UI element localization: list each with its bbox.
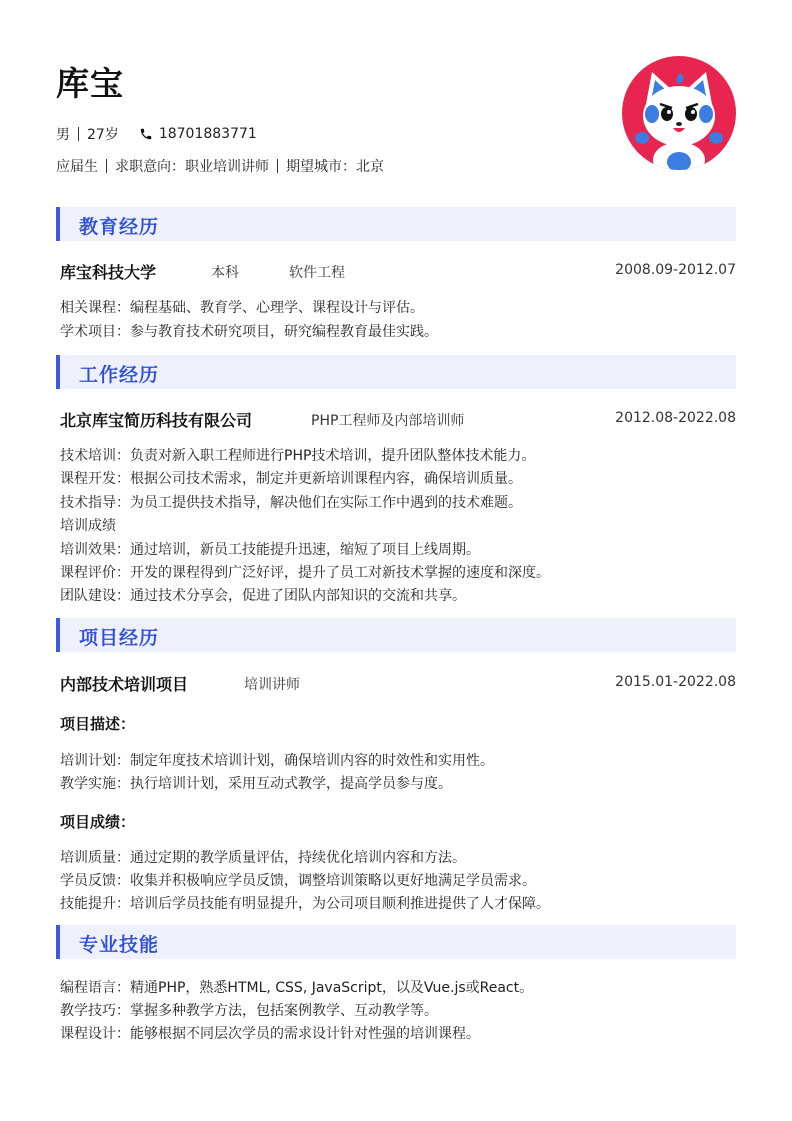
section-education — [56, 207, 736, 241]
project-date: 2015.01-2022.08 — [615, 674, 736, 690]
gender: 男 — [56, 127, 70, 143]
section-title: 教育经历 — [79, 216, 160, 238]
divider — [277, 159, 278, 173]
project-result-line: 学员反馈：收集并积极响应学员反馈，调整培训策略以更好地满足学员需求。 — [60, 873, 536, 889]
work-line: 培训成绩 — [60, 518, 116, 534]
work-line: 技术培训：负责对新入职工程师进行PHP技术培训，提升团队整体技术能力。 — [60, 448, 536, 464]
section-title: 项目经历 — [79, 627, 160, 649]
status: 应届生 — [56, 159, 98, 175]
skill-line: 课程设计：能够根据不同层次学员的需求设计针对性强的培训课程。 — [60, 1026, 480, 1042]
work-line: 培训效果：通过培训，新员工技能提升迅速，缩短了项目上线周期。 — [60, 542, 480, 558]
work-line: 技术指导：为员工提供技术指导，解决他们在实际工作中遇到的技术难题。 — [60, 495, 522, 511]
phone-number: 18701883771 — [158, 126, 257, 142]
section-project — [56, 618, 736, 652]
education-line: 学术项目：参与教育技术研究项目，研究编程教育最佳实践。 — [60, 324, 438, 340]
work-line: 团队建设：通过技术分享会，促进了团队内部知识的交流和共享。 — [60, 588, 466, 604]
company-name: 北京库宝简历科技有限公司 — [60, 411, 253, 430]
degree: 本科 — [211, 265, 239, 281]
phone-icon — [139, 127, 153, 141]
work-line: 课程开发：根据公司技术需求，制定并更新培训课程内容，确保培训质量。 — [60, 471, 522, 487]
section-title: 专业技能 — [79, 934, 160, 956]
expected-city: 期望城市：北京 — [286, 159, 384, 175]
section-title: 工作经历 — [79, 364, 160, 386]
project-description-line: 教学实施：执行培训计划，采用互动式教学，提高学员参与度。 — [60, 776, 452, 792]
candidate-name: 库宝 — [56, 64, 124, 103]
project-results-title: 项目成绩： — [60, 813, 136, 831]
section-skills — [56, 925, 736, 959]
major: 软件工程 — [289, 265, 345, 281]
age: 27岁 — [87, 127, 119, 143]
project-result-line: 技能提升：培训后学员技能有明显提升，为公司项目顺利推进提供了人才保障。 — [60, 896, 550, 912]
project-result-line: 培训质量：通过定期的教学质量评估，持续优化培训内容和方法。 — [60, 850, 466, 866]
skill-line: 编程语言：精通PHP，熟悉HTML, CSS, JavaScript，以及Vue.js或React。 — [60, 980, 534, 996]
section-work — [56, 355, 736, 389]
divider — [78, 127, 79, 141]
project-description-line: 培训计划：制定年度技术培训计划，确保培训内容的时效性和实用性。 — [60, 753, 494, 769]
education-date: 2008.09-2012.07 — [615, 262, 736, 278]
project-name: 内部技术培训项目 — [60, 675, 189, 694]
job-role: PHP工程师及内部培训师 — [311, 413, 465, 429]
project-description-title: 项目描述： — [60, 715, 136, 733]
job-intent: 求职意向：职业培训讲师 — [115, 159, 269, 175]
project-role: 培训讲师 — [244, 677, 300, 693]
school-name: 库宝科技大学 — [60, 263, 157, 282]
mascot-avatar — [622, 56, 736, 170]
job-intent-row — [56, 156, 384, 176]
skill-line: 教学技巧：掌握多种教学方法，包括案例教学、互动教学等。 — [60, 1003, 438, 1019]
basic-info-row — [56, 124, 257, 144]
divider — [106, 159, 107, 173]
work-line: 课程评价：开发的课程得到广泛好评，提升了员工对新技术掌握的速度和深度。 — [60, 565, 550, 581]
work-date: 2012.08-2022.08 — [615, 410, 736, 426]
education-line: 相关课程：编程基础、教育学、心理学、课程设计与评估。 — [60, 300, 424, 316]
